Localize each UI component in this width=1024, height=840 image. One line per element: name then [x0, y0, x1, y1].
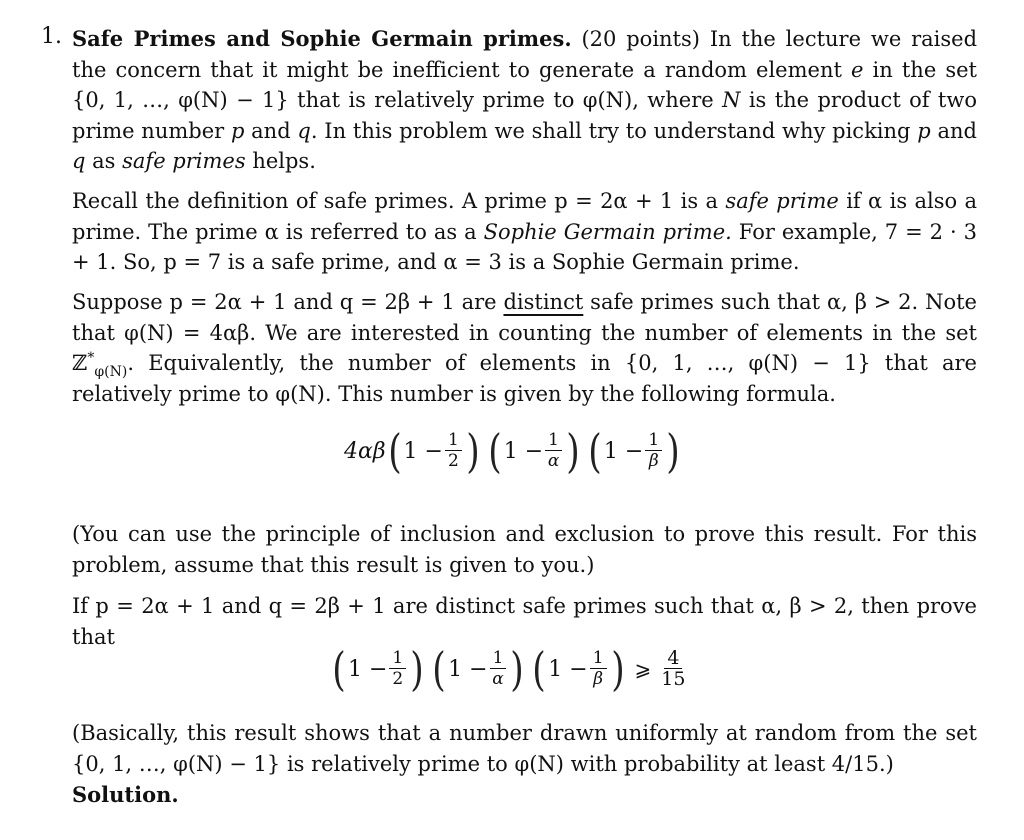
setup-text-1: Suppose p = 2α + 1 and q = 2β + 1 are: [72, 290, 497, 314]
set-subscript: φ(N): [94, 364, 128, 380]
solution-label: Solution.: [72, 782, 179, 807]
var-N: N: [722, 88, 741, 112]
definition-text-1: Recall the definition of safe primes. A prime p = 2α + 1 is a: [72, 189, 719, 213]
intro-text-2: in the set {0, 1, …, φ(N) − 1} that is relatively prime to φ(N), where: [72, 57, 977, 112]
setup-paragraph: [72, 287, 977, 409]
count-formula: [344, 424, 686, 478]
term-distinct: distinct: [503, 290, 584, 314]
var-e: e: [851, 57, 864, 82]
setup-text-3: . Equivalently, the number of elements in {0, 1, …, φ(N) − 1} that are relatively prime to φ(N). This number is given by the following formula.: [72, 351, 977, 406]
fraction-one-half: $\frac{1}{2}$: [445, 431, 462, 471]
problem-number: 1.: [41, 24, 62, 49]
intro-helps: helps.: [252, 149, 316, 173]
ineq-factor-alpha: ( 1 − $\frac{1}{\alpha}$ ): [432, 642, 525, 696]
var-q-2: q: [72, 149, 86, 173]
factor-beta: ( 1 − $\frac{1}{\beta}$ ): [588, 424, 680, 478]
formula-coefficient: 4αβ: [344, 438, 386, 464]
claim-paragraph: If p = 2α + 1 and q = 2β + 1 are distinct safe primes such that α, β > 2, then prove that: [72, 594, 977, 649]
inequality-formula: [330, 642, 687, 696]
conclusion-paragraph: (Basically, this result shows that a number drawn uniformly at random from the set {0, 1, …, φ(N) − 1} is relatively prime to φ(N) with probability at least 4/15.): [72, 721, 977, 776]
factor-alpha: ( 1 − $\frac{1}{\alpha}$ ): [487, 424, 580, 478]
term-safe-prime: safe prime: [725, 189, 839, 213]
definition-text-3: For example, 7 = 2 · 3 + 1. So, p = 7 is a safe prime, and α = 3 is a Sophie Germain prime.: [72, 219, 977, 274]
setup-text-2: safe primes such that α, β > 2. Note that φ(N) = 4αβ. We are interested in counting the number of elements in the set ℤ: [72, 290, 977, 375]
geq-symbol: ⩾: [634, 657, 652, 681]
fraction-four-fifteenths: $\frac{4}{15}$: [661, 647, 686, 690]
definition-paragraph: [72, 186, 977, 278]
term-sophie-germain: Sophie Germain prime.: [483, 219, 732, 244]
ineq-factor-beta: ( 1 − $\frac{1}{\beta}$ ): [532, 642, 625, 696]
intro-and-2: and: [937, 118, 977, 143]
note-paragraph: (You can use the principle of inclusion and exclusion to prove this result. For this problem, assume that this result is given to you.): [72, 522, 977, 577]
factor-half: ( 1 − $\frac{1}{2}$ ): [387, 424, 480, 478]
fraction-one-over-alpha: $\frac{1}{\alpha}$: [545, 431, 562, 471]
ineq-factor-half: ( 1 − $\frac{1}{2}$ ): [332, 642, 424, 696]
factor-minus: −: [424, 438, 443, 464]
factor-one: 1: [403, 438, 418, 464]
term-safe-primes: safe primes: [122, 149, 246, 173]
problem-points: (20 points): [581, 27, 700, 51]
intro-text-3: is the product of two prime number: [72, 88, 977, 143]
fraction-one-over-beta: $\frac{1}{\beta}$: [645, 431, 662, 471]
set-superscript: *: [87, 350, 95, 366]
problem-title: Safe Primes and Sophie Germain primes.: [72, 26, 572, 51]
intro-text-4: . In this problem we shall try to understand why picking: [310, 118, 911, 143]
problem-intro: [72, 24, 977, 177]
intro-text-1: In the lecture we raised the concern that it might be inefficient to generate a random element: [72, 27, 978, 82]
var-p: p: [230, 118, 245, 143]
definition-text-2: if α is also a prime. The prime α is referred to as a: [72, 189, 977, 244]
var-p-2: p: [917, 118, 931, 143]
intro-and: and: [251, 118, 291, 143]
var-q: q: [297, 118, 311, 143]
intro-as: as: [92, 149, 116, 173]
